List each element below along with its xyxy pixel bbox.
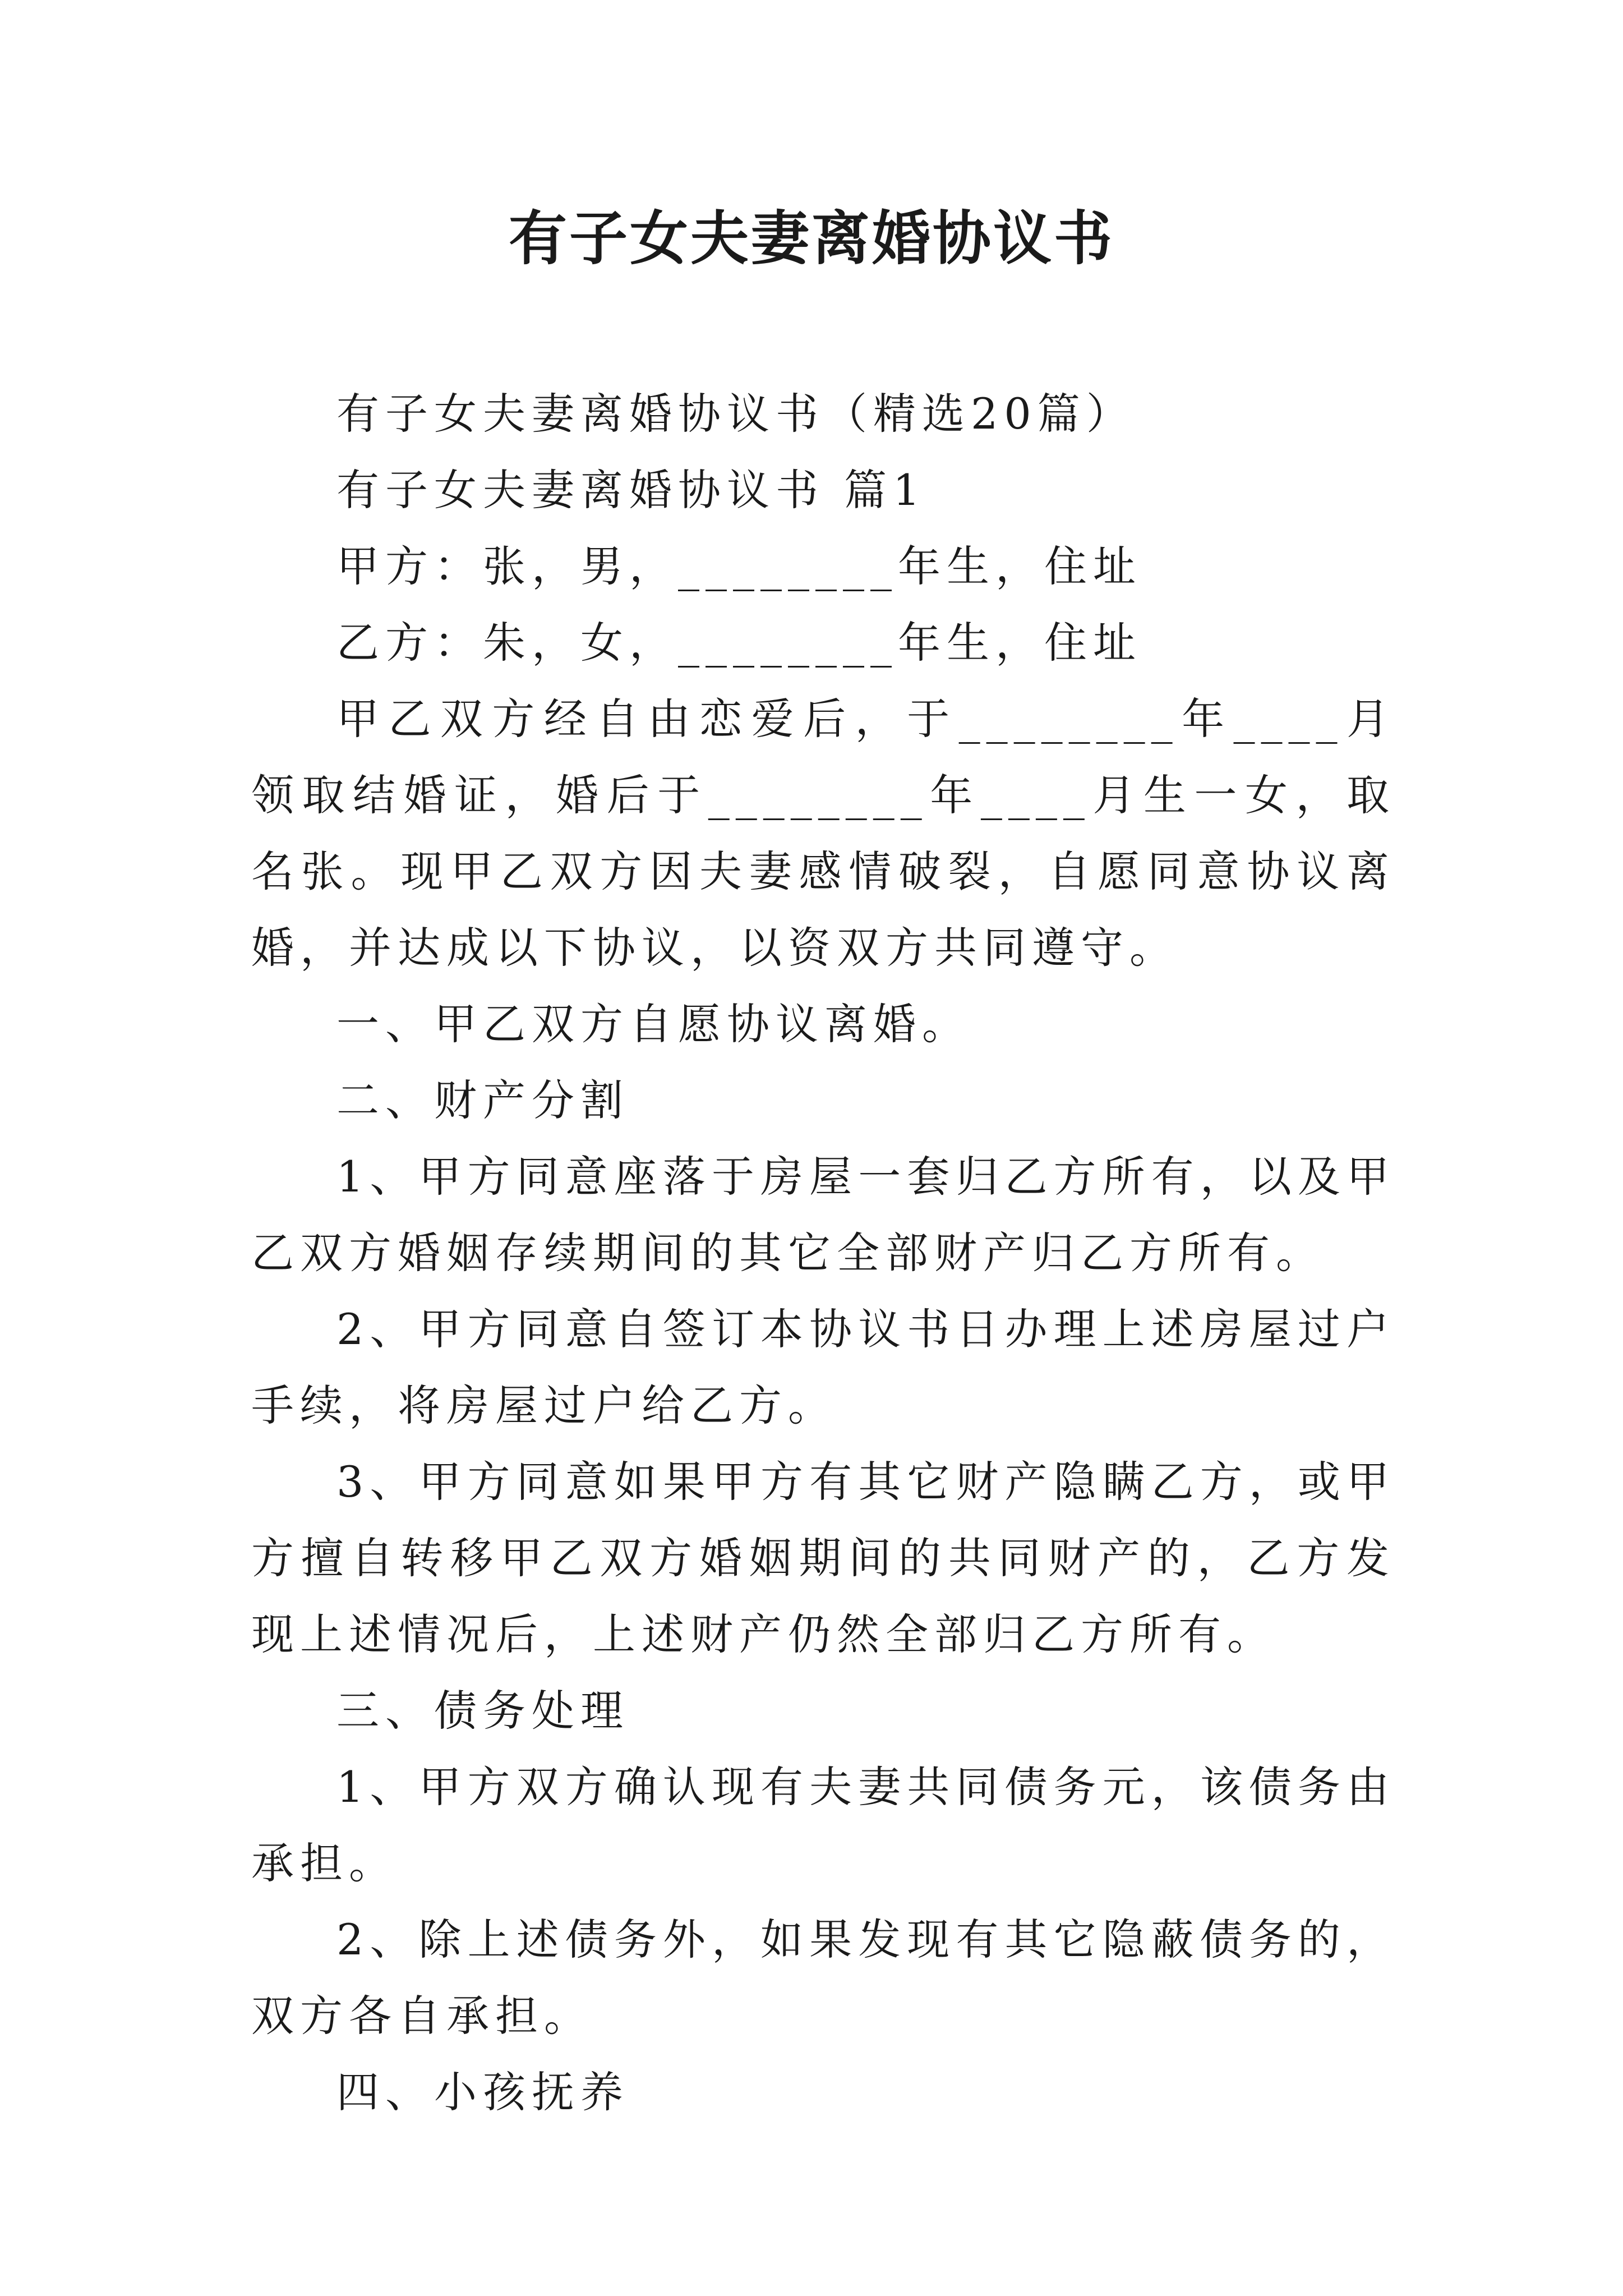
document-body: [251, 376, 1395, 2131]
paragraph-clause-1: 一、甲乙双方自愿协议离婚。: [336, 999, 971, 1049]
paragraph-clause-2-heading: 二、财产分割: [336, 1075, 629, 1125]
paragraph-party-a: 甲方：张，男，________年生，住址: [336, 541, 1142, 591]
paragraph-party-b: 乙方：朱，女，________年生，住址: [336, 618, 1142, 668]
document-title: 有子女夫妻离婚协议书: [508, 204, 1114, 273]
paragraph-clause-3-item-1: 1、甲方双方确认现有夫妻共同债务元，该债务由承担。: [251, 1762, 1395, 1888]
paragraph-clause-2-item-2: 2、甲方同意自签订本协议书日办理上述房屋过户手续，将房屋过户给乙方。: [251, 1304, 1395, 1430]
paragraph-section-heading: 有子女夫妻离婚协议书 篇1: [336, 465, 926, 515]
paragraph-clause-3-heading: 三、债务处理: [336, 1686, 629, 1736]
paragraph-clause-2-item-1: 1、甲方同意座落于房屋一套归乙方所有，以及甲乙双方婚姻存续期间的其它全部财产归乙方所有。: [251, 1152, 1395, 1278]
paragraph-subtitle: 有子女夫妻离婚协议书（精选20篇）: [336, 389, 1135, 439]
paragraph-preamble: 甲乙双方经自由恋爱后，于________年____月领取结婚证，婚后于________年____月生一女，取名张。现甲乙双方因夫妻感情破裂，自愿同意协议离婚，并达成以下协议，以资双方共同遵守。: [251, 694, 1395, 973]
paragraph-clause-3-item-2: 2、除上述债务外，如果发现有其它隐蔽债务的，双方各自承担。: [251, 1915, 1395, 2041]
paragraph-clause-4-heading: 四、小孩抚养: [336, 2067, 629, 2117]
paragraph-clause-2-item-3: 3、甲方同意如果甲方有其它财产隐瞒乙方，或甲方擅自转移甲乙双方婚姻期间的共同财产的，乙方发现上述情况后，上述财产仍然全部归乙方所有。: [251, 1457, 1395, 1659]
